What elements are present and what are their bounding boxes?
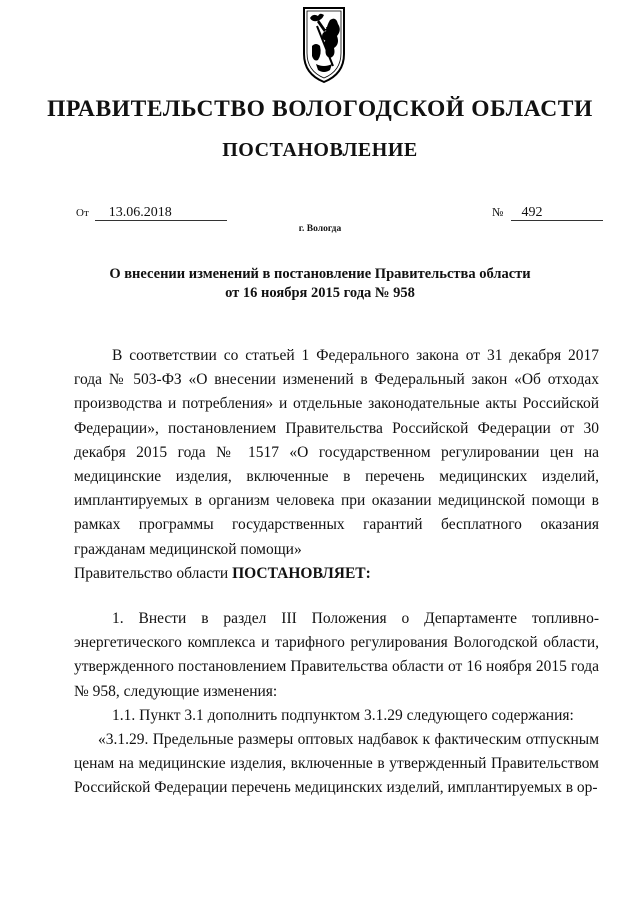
quote-paragraph: «3.1.29. Предельные размеры оптовых надбавок к фактическим отпускным ценам на медицинские изделия, включенные в утвержденный Правительством Российской Федерации перечень медицинских изделий, имплантируемых в ор- — [74, 731, 599, 797]
decree-prefix: Правительство области — [74, 564, 233, 582]
preamble-paragraph: В соответствии со статьей 1 Федерального закона от 31 декабря 2017 года № 503-ФЗ «О внесении изменений в Федеральный закон «Об отходах производства и потребления» и отдельные законодательные акты Российской Федерации», постановлением Правительства Российской Федерации от 30 декабря 2015 года № 1517 «О государственном регулировании цен на медицинские изделия, включенные в перечень медицинских изделий, имплантируемых в организм человека при оказании медицинской помощи в рамках программы государственных гарантий бесплатного оказания гражданам медицинской помощи» — [74, 347, 599, 558]
number-value: 492 — [511, 205, 603, 221]
document-type: ПОСТАНОВЛЕНИЕ — [222, 139, 418, 161]
item-1-1-paragraph: 1.1. Пункт 3.1 дополнить подпунктом 3.1.29 следующего содержания: — [112, 706, 574, 724]
subject-line-1: О внесении изменений в постановление Правительства области — [109, 266, 531, 282]
subject-line-2: от 16 ноября 2015 года № 958 — [225, 285, 415, 301]
document-body — [74, 344, 599, 801]
coat-of-arms-icon — [302, 6, 346, 84]
decree-verb: ПОСТАНОВЛЯЕТ: — [232, 564, 371, 582]
document-subject — [0, 265, 640, 303]
date-value: 13.06.2018 — [95, 205, 227, 221]
date-label: От — [76, 207, 89, 219]
city-name: г. Вологда — [298, 224, 342, 234]
number-line — [492, 204, 603, 221]
item-1-paragraph: 1. Внести в раздел III Положения о Департаменте топливно-энергетического комплекса и тарифного регулирования Вологодской области, утвержденного постановлением Правительства области от 16 ноября 2015 года № 958, следующие изменения: — [74, 610, 599, 700]
decree-paragraph — [74, 562, 599, 586]
number-label: № — [492, 205, 504, 219]
government-title: ПРАВИТЕЛЬСТВО ВОЛОГОДСКОЙ ОБЛАСТИ — [47, 96, 593, 122]
date-line — [76, 204, 227, 221]
